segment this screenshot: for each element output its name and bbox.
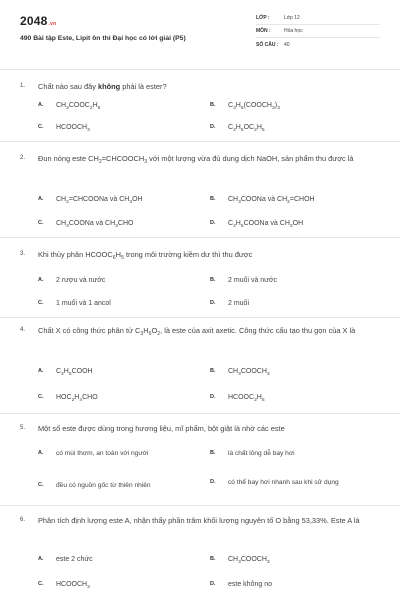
site-logo[interactable]: [20, 14, 56, 28]
option-text: $HCOOC_2H_5$: [228, 393, 265, 403]
option-letter: C.: [38, 124, 44, 130]
option-letter: D.: [210, 300, 216, 306]
option-text: $HCOOCH_3$: [56, 123, 90, 133]
question-text: Khi thủy phân $HCOOC_6H_5$ trong môi trường kiềm dư thì thu được: [38, 250, 253, 261]
option-letter: B.: [210, 556, 216, 562]
question-number: 6.: [20, 517, 26, 523]
option-a[interactable]: [38, 192, 143, 206]
option-c[interactable]: [38, 390, 98, 404]
option-letter: A.: [38, 277, 44, 283]
option-letter: C.: [38, 300, 44, 306]
option-text: $HCOOCH_3$: [56, 580, 90, 590]
question-text: Chất X có công thức phân tử $C_3H_6O_2$, là este của axit axetic. Công thức cấu tạo thu gọn của X là: [38, 326, 356, 337]
question-stem: [20, 422, 380, 435]
option-letter: A.: [38, 196, 44, 202]
option-letter: D.: [210, 124, 216, 130]
meta-value: Lớp 12: [284, 15, 300, 21]
question-3: [0, 246, 400, 318]
logo-suffix: .vn: [48, 21, 57, 27]
option-d[interactable]: [210, 216, 303, 230]
option-b[interactable]: [210, 552, 270, 566]
option-text: 2 rượu và nước: [56, 276, 106, 284]
question-text: Một số este được dùng trong hương liệu, mĩ phẩm, bột giặt là nhờ các este: [38, 424, 285, 433]
question-text: Đun nóng este $CH_2=CHCOOCH_3$ với một lượng vừa đủ dung dịch NaOH, sản phẩm thu được là: [38, 154, 354, 165]
meta-row-count: [256, 38, 380, 51]
option-a[interactable]: [38, 273, 105, 287]
option-b[interactable]: [210, 446, 295, 460]
meta-label: LỚP :: [256, 15, 270, 21]
meta-label: MÔN :: [256, 28, 271, 34]
option-letter: C.: [38, 394, 44, 400]
option-letter: C.: [38, 482, 44, 488]
option-c[interactable]: [38, 120, 90, 134]
question-number: 2.: [20, 155, 26, 161]
option-text: đều có nguồn gốc từ thiên nhiên: [56, 481, 151, 489]
question-1: [0, 78, 400, 142]
option-d[interactable]: [210, 577, 272, 591]
option-d[interactable]: [210, 470, 378, 494]
option-letter: D.: [210, 220, 216, 226]
logo-text: 2048: [20, 14, 48, 28]
option-letter: B.: [210, 450, 216, 456]
option-text: $C_2H_5COONa$ và $CH_3OH$: [228, 219, 304, 229]
option-text: $CH_3COOCH_3$: [228, 555, 270, 565]
option-text: $CH_3COONa$ và $CH_2=CHOH$: [228, 195, 315, 205]
option-c[interactable]: [38, 216, 133, 230]
document-meta: [256, 12, 380, 51]
meta-label: SỐ CÂU :: [256, 41, 279, 48]
option-letter: B.: [210, 196, 216, 202]
meta-row-subject: [256, 25, 380, 38]
option-text: là chất lỏng dễ bay hơi: [228, 449, 295, 457]
option-text: $CH_3COONa$ và $CH_3CHO$: [56, 219, 134, 229]
option-a[interactable]: [38, 98, 100, 112]
option-text: $CH_2=CHCOONa$ và $CH_3OH$: [56, 195, 143, 205]
option-text: $HOC_2H_4CHO$: [56, 393, 98, 403]
question-stem: [20, 248, 380, 261]
option-a[interactable]: [38, 552, 93, 566]
option-a[interactable]: [38, 446, 149, 460]
option-letter: B.: [210, 277, 216, 283]
document-header: [0, 0, 400, 70]
option-c[interactable]: [38, 478, 151, 492]
document-title: 490 Bài tập Este, Lipit ôn thi Đại học có lời giải (P5): [20, 35, 186, 42]
question-5: [0, 420, 400, 506]
option-c[interactable]: [38, 296, 111, 310]
option-text: $C_2H_5COOH$: [56, 367, 93, 377]
option-text: $CH_3COOCH_3$: [228, 367, 270, 377]
question-number: 1.: [20, 83, 26, 89]
question-stem: [20, 152, 380, 165]
option-text: este 2 chức: [56, 555, 93, 563]
question-stem: [20, 514, 380, 527]
option-b[interactable]: [210, 98, 280, 112]
option-letter: D.: [210, 479, 216, 485]
question-number: 5.: [20, 425, 26, 431]
option-text: este không no: [228, 580, 272, 588]
option-letter: A.: [38, 556, 44, 562]
option-letter: B.: [210, 102, 216, 108]
option-letter: A.: [38, 368, 44, 374]
question-4: [0, 322, 400, 414]
option-a[interactable]: [38, 364, 93, 378]
option-c[interactable]: [38, 577, 90, 591]
question-text: Phân tích định lượng este A, nhận thấy phần trăm khối lượng nguyên tố O bằng 53,33%. Este A là: [38, 516, 360, 525]
option-letter: A.: [38, 450, 44, 456]
option-letter: B.: [210, 368, 216, 374]
option-letter: A.: [38, 102, 44, 108]
option-d[interactable]: [210, 390, 265, 404]
option-d[interactable]: [210, 120, 265, 134]
option-text: có mùi thơm, an toàn với người: [56, 449, 149, 457]
option-letter: D.: [210, 581, 216, 587]
question-stem: [20, 324, 380, 337]
question-number: 4.: [20, 327, 26, 333]
question-text: Chất nào sau đây không phải là ester?: [38, 82, 167, 91]
option-text: có thể bay hơi nhanh sau khi sử dụng: [228, 478, 339, 486]
emphasis-text: không: [98, 82, 121, 91]
option-text: $C_2H_5OC_2H_5$: [228, 123, 265, 133]
option-text: 1 muối và 1 ancol: [56, 299, 111, 307]
question-2: [0, 150, 400, 238]
option-d[interactable]: [210, 296, 249, 310]
option-b[interactable]: [210, 192, 315, 206]
option-letter: C.: [38, 581, 44, 587]
option-letter: D.: [210, 394, 216, 400]
option-letter: C.: [38, 220, 44, 226]
option-text: $CH_3COOC_2H_5$: [56, 101, 101, 111]
meta-row-grade: [256, 12, 380, 25]
option-text: 2 muối và nước: [228, 276, 277, 284]
question-number: 3.: [20, 251, 26, 257]
option-b[interactable]: [210, 273, 277, 287]
option-text: 2 muối: [228, 299, 250, 307]
option-text: $C_3H_5(COOCH_3)_3$: [228, 101, 280, 111]
question-stem: [20, 80, 380, 93]
question-6: [0, 512, 400, 600]
option-b[interactable]: [210, 364, 270, 378]
meta-value: Hóa học: [284, 28, 303, 34]
meta-value: 40: [284, 41, 290, 48]
